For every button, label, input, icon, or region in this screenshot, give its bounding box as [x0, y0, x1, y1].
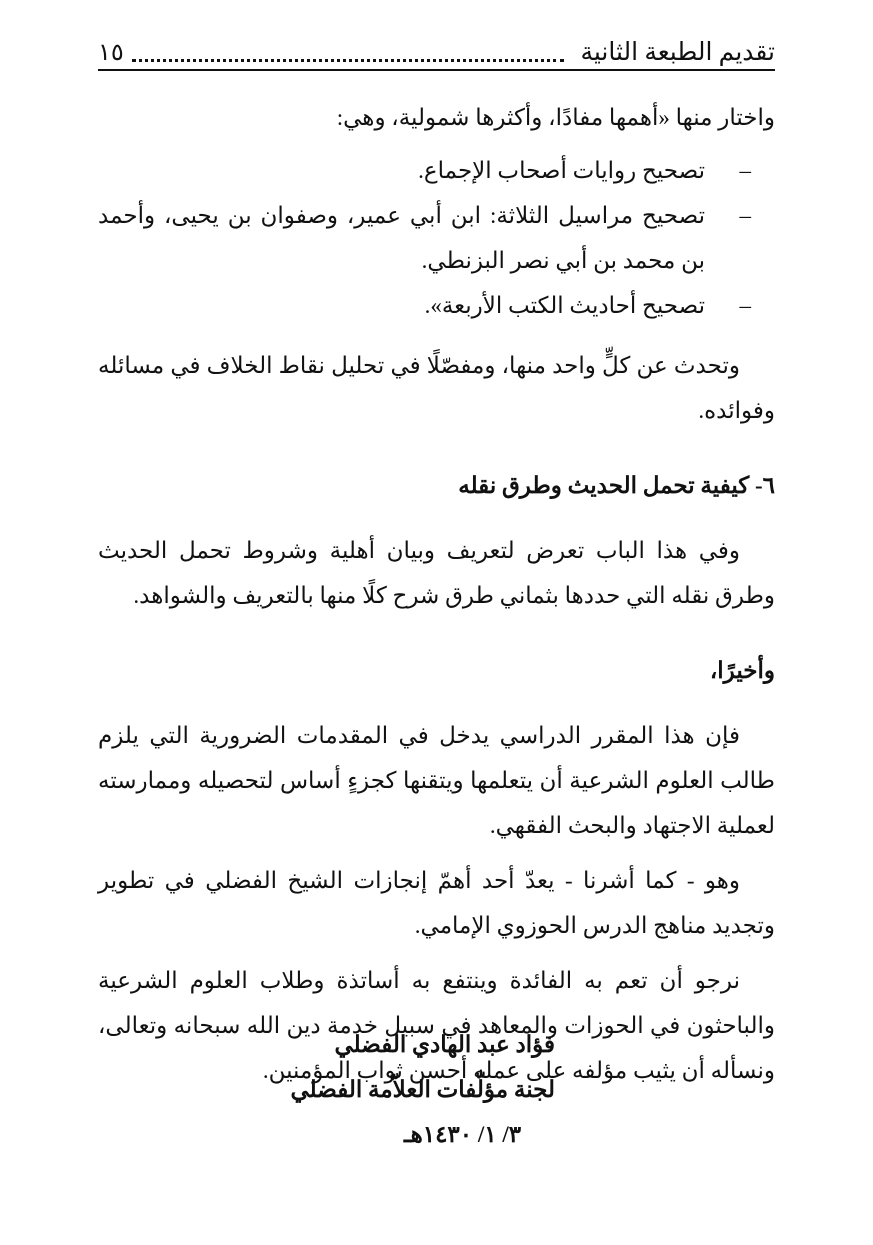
body-paragraph: وهو - كما أشرنا - يعدّ أحد أهمّ إنجازات الشيخ الفضلي في تطوير وتجديد مناهج الدرس الحوزوي الإمامي.	[98, 868, 775, 938]
body-paragraph: وفي هذا الباب تعرض لتعريف وبيان أهلية وشروط تحمل الحديث وطرق نقله التي حددها بثماني طرق شرح كلًا منها بالتعريف والشواهد.	[98, 538, 775, 608]
list-item: – تصحيح مراسيل الثلاثة: ابن أبي عمير، وصفوان بن يحيى، وأحمد بن محمد بن أبي نصر البزنطي.	[98, 193, 775, 283]
body-paragraph: نرجو أن تعم به الفائدة وينتفع به أساتذة وطلاب العلوم الشرعية والباحثون في الحوزات والمعاهد في سبيل خدمة دين الله سبحانه وتعالى، ونسأله أن يثيب مؤلفه على عمله أحسن ثواب المؤمنين.	[98, 968, 775, 1083]
correction-list	[98, 148, 775, 328]
list-item: – تصحيح أحاديث الكتب الأربعة».	[98, 283, 775, 328]
header-dotted-leader	[132, 41, 565, 62]
page-number: ١٥	[98, 40, 124, 66]
signature-block	[290, 1022, 555, 1157]
header-rule	[98, 69, 775, 71]
body-paragraph: فإن هذا المقرر الدراسي يدخل في المقدمات الضرورية التي يلزم طالب العلوم الشرعية أن يتعلمها ويتقنها كجزءٍ أساس لتحصيله وممارسته لعملية الاجتهاد والبحث الفقهي.	[98, 723, 775, 838]
signature-committee: لجنة مؤلّفات العلاّمة الفضلي	[290, 1077, 555, 1102]
signature-date: ٣/ ١/ ١٤٣٠هـ	[403, 1122, 522, 1147]
header-title: تقديم الطبعة الثانية	[580, 39, 775, 66]
body-paragraph: وتحدث عن كلٍّ واحد منها، ومفصّلًا في تحليل نقاط الخلاف في مسائله وفوائده.	[98, 353, 775, 423]
intro-paragraph: واختار منها «أهمها مفادًا، وأكثرها شمولية، وهي:	[336, 105, 775, 130]
section-heading-6: ٦- كيفية تحمل الحديث وطرق نقله	[458, 473, 775, 498]
signature-name: فؤاد عبد الهادي الفضلي	[334, 1032, 555, 1057]
page-content	[98, 95, 775, 1093]
closing-heading: وأخيرًا،	[709, 658, 775, 683]
running-header	[98, 32, 775, 68]
list-item: – تصحيح روايات أصحاب الإجماع.	[98, 148, 775, 193]
